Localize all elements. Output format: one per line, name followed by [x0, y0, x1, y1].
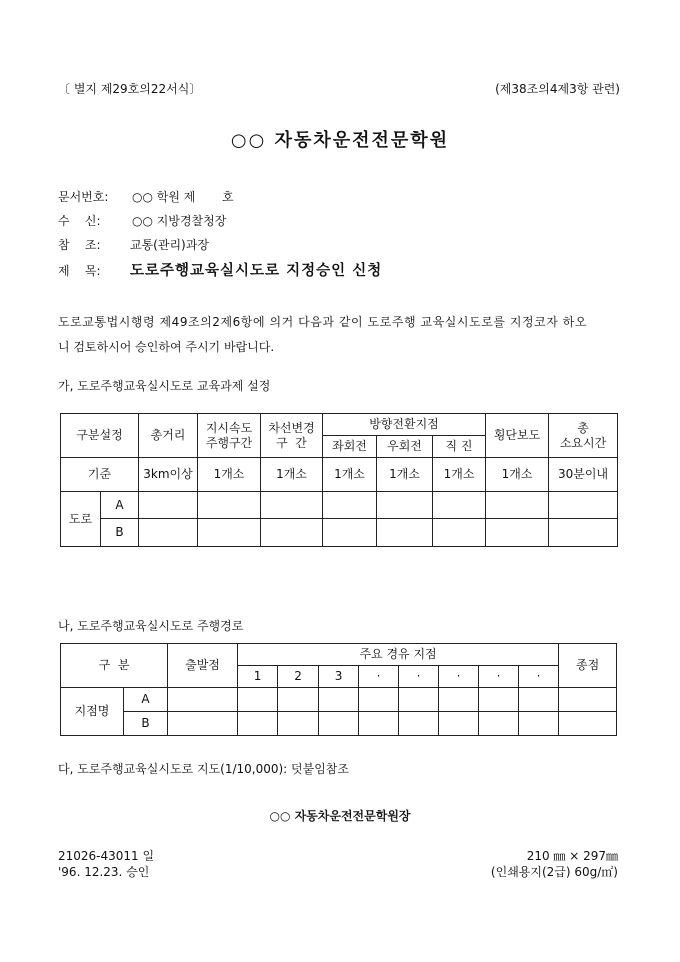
waypoint-5: · [399, 666, 439, 688]
table-row: 지점명 A [61, 688, 617, 712]
route-table [60, 643, 617, 736]
waypoint-4: · [359, 666, 399, 688]
body-line-2: 니 검토하시어 승인하여 주시기 바랍니다. [58, 340, 275, 354]
header-distance: 총거리 [139, 414, 198, 458]
section-c-title: 다, 도로주행교육실시도로 지도(1/10,000): 덧붙임참조 [58, 762, 349, 776]
education-task-table [60, 413, 618, 547]
header-right-turn: 우회전 [377, 436, 433, 458]
header-total-time: 총 소요시간 [549, 414, 618, 458]
header-category: 구분설정 [61, 414, 139, 458]
header-left-turn: 좌회전 [323, 436, 377, 458]
section-b-title: 나, 도로주행교육실시도로 주행경로 [58, 619, 244, 633]
form-number: 〔 별지 제29호의22서식〕 [58, 82, 202, 96]
waypoint-2: 2 [278, 666, 319, 688]
recipient-label: 수 신: [58, 214, 101, 228]
table-row: B [61, 712, 617, 736]
header-speed: 지시속도 주행구간 [198, 414, 261, 458]
waypoint-8: · [519, 666, 559, 688]
waypoint-3: 3 [319, 666, 359, 688]
footer-paper-size: 210 ㎜ × 297㎜ [526, 849, 618, 863]
point-name-label: 지점명 [61, 688, 124, 736]
doc-number-value: ○○ 학원 제 호 [132, 190, 234, 204]
footer-paper-type: (인쇄용지(2급) 60g/㎡) [490, 865, 618, 879]
footer-code: 21026-43011 일 [58, 849, 155, 863]
waypoint-6: · [439, 666, 479, 688]
related-article: (제38조의4제3항 관련) [495, 82, 620, 96]
standard-row: 기준 3km이상 1개소 1개소 1개소 1개소 1개소 1개소 30분이내 [61, 458, 618, 492]
table-row: B [61, 519, 618, 547]
footer-approval: '96. 12.23. 승인 [58, 865, 150, 879]
header-crosswalk: 횡단보도 [486, 414, 549, 458]
road-label: 도로 [61, 492, 101, 547]
header-lane-change: 차선변경 구 간 [261, 414, 323, 458]
waypoint-1: 1 [238, 666, 278, 688]
signature: ○○ 자동차운전전문학원장 [269, 809, 411, 823]
header-start: 출발점 [168, 644, 238, 688]
header-end: 종점 [559, 644, 617, 688]
header-direction: 방향전환지점 [323, 414, 486, 436]
header-straight: 직 진 [433, 436, 486, 458]
subject-value: 도로주행교육실시도로 지정승인 신청 [130, 263, 383, 279]
header-category: 구 분 [61, 644, 168, 688]
body-line-1: 도로교통법시행령 제49조의2제6항에 의거 다음과 같이 도로주행 교육실시도로를 지정코자 하오 [58, 315, 588, 329]
recipient-value: ○○ 지방경찰청장 [132, 214, 227, 228]
waypoint-7: · [479, 666, 519, 688]
subject-label: 제 목: [58, 264, 101, 278]
header-waypoints: 주요 경유 지점 [238, 644, 559, 666]
table-row: 도로 A [61, 492, 618, 519]
doc-number-label: 문서번호: [58, 190, 109, 204]
document-title: ○○ 자동차운전전문학원 [230, 130, 450, 151]
reference-value: 교통(관리)과장 [130, 238, 209, 252]
reference-label: 참 조: [58, 238, 101, 252]
section-a-title: 가, 도로주행교육실시도로 교육과제 설정 [58, 379, 271, 393]
